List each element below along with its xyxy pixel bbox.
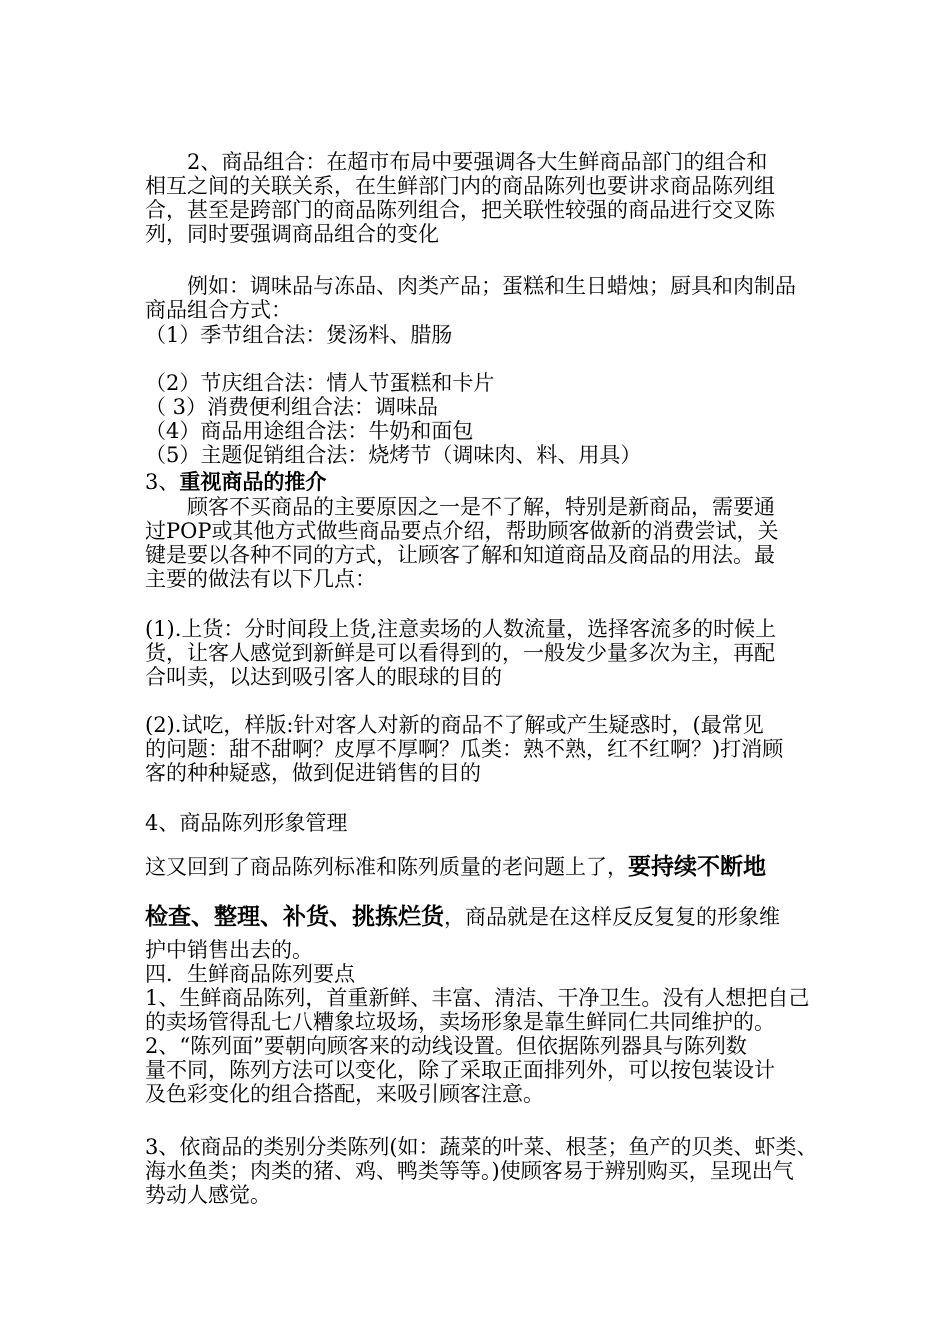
text-line: 相互之间的关联关系，在生鲜部门内的商品陈列也要讲求商品陈列组 (145, 174, 775, 198)
text-line: 主要的做法有以下几点： (145, 567, 376, 591)
paragraph-product-combination (145, 150, 813, 246)
text-line: (2).试吃，样版:针对客人对新的商品不了解或产生疑惑时，(最常见 (145, 713, 764, 737)
text-line: 合，甚至是跨部门的商品陈列组合，把关联性较强的商品进行交叉陈 (145, 198, 775, 222)
section-heading: 四．生鲜商品陈列要点 (145, 962, 355, 986)
paragraph-category-display (145, 1135, 818, 1207)
heading-title: 4、商品陈列形象管理 (145, 811, 348, 835)
text-line: 势动人感觉。 (145, 1183, 271, 1207)
text-line: 例如：调味品与冻品、肉类产品；蛋糕和生日蜡烛；厨具和肉制品 (145, 274, 796, 298)
text-line: (1).上货：分时间段上货,注意卖场的人数流量，选择客流多的时候上 (145, 617, 777, 641)
paragraph-image-management-1 (145, 850, 813, 884)
text-normal: ，商品就是在这样反反复复的形象维 (444, 905, 780, 929)
paragraph-example (145, 274, 813, 322)
text-line: 2、商品组合：在超市布局中要强调各大生鲜商品部门的组合和 (145, 150, 768, 174)
method-item-1 (145, 323, 813, 347)
method-item-2: （2）节庆组合法：情人节蛋糕和卡片 (145, 371, 495, 395)
text-line: 的卖场管得乱七八糟象垃圾场，卖场形象是靠生鲜同仁共同维护的。 (145, 1010, 775, 1034)
paragraph-point-2 (145, 713, 813, 785)
section-fresh-display (145, 962, 813, 1106)
text-line: （1）季节组合法：煲汤料、腊肠 (145, 323, 453, 347)
section-heading-promotion (145, 470, 813, 494)
text-normal: 这又回到了商品陈列标准和陈列质量的老问题上了， (145, 855, 628, 879)
method-item-4: （4）商品用途组合法：牛奶和面包 (145, 419, 474, 443)
text-line: 2、“陈列面”要朝向顾客来的动线设置。但依据陈列器具与陈列数 (145, 1034, 747, 1058)
text-line: 商品组合方式： (145, 298, 292, 322)
text-emphasis: 检查、整理、补货、挑拣烂货 (145, 903, 444, 930)
text-line: 货，让客人感觉到新鲜是可以看得到的，一般发少量多次为主，再配 (145, 641, 775, 665)
method-list (145, 371, 813, 467)
text-line: 及色彩变化的组合搭配，来吸引顾客注意。 (145, 1082, 544, 1106)
text-line: 3、依商品的类别分类陈列(如：蔬菜的叶菜、根茎；鱼产的贝类、虾类、 (145, 1135, 818, 1159)
text-line: 列，同时要强调商品组合的变化 (145, 222, 439, 246)
method-item-5: （5）主题促销组合法：烧烤节（调味肉、料、用具） (145, 443, 642, 467)
heading-title: 重视商品的推介 (179, 469, 327, 494)
paragraph-image-management-2 (145, 900, 813, 934)
text-line: 顾客不买商品的主要原因之一是不了解，特别是新商品，需要通 (145, 495, 775, 519)
paragraph-promotion (145, 495, 813, 591)
heading-number: 3、 (145, 470, 180, 494)
text-line: 护中销售出去的。 (145, 938, 313, 962)
text-emphasis: 要持续不断地 (628, 853, 766, 880)
method-item-3: （ 3）消费便利组合法：调味品 (145, 395, 439, 419)
paragraph-point-1 (145, 617, 813, 689)
section-heading-image-management (145, 811, 813, 835)
paragraph-image-management-3 (145, 938, 813, 962)
text-line: 1、生鲜商品陈列，首重新鲜、丰富、清洁、干净卫生。没有人想把自己 (145, 986, 810, 1010)
text-line: 的问题：甜不甜啊？皮厚不厚啊？瓜类：熟不熟，红不红啊？)打消顾 (145, 737, 784, 761)
text-line: 量不同，陈列方法可以变化，除了采取正面排列外，可以按包装设计 (145, 1058, 775, 1082)
text-line: 合叫卖，以达到吸引客人的眼球的目的 (145, 665, 502, 689)
text-line: 客的种种疑惑，做到促进销售的目的 (145, 761, 481, 785)
text-line: 海水鱼类；肉类的猪、鸡、鸭类等等。)使顾客易于辨别购买，呈现出气 (145, 1159, 794, 1183)
text-line: 键是要以各种不同的方式，让顾客了解和知道商品及商品的用法。最 (145, 543, 775, 567)
text-line: 过POP或其他方式做些商品要点介绍，帮助顾客做新的消费尝试，关 (145, 519, 779, 543)
